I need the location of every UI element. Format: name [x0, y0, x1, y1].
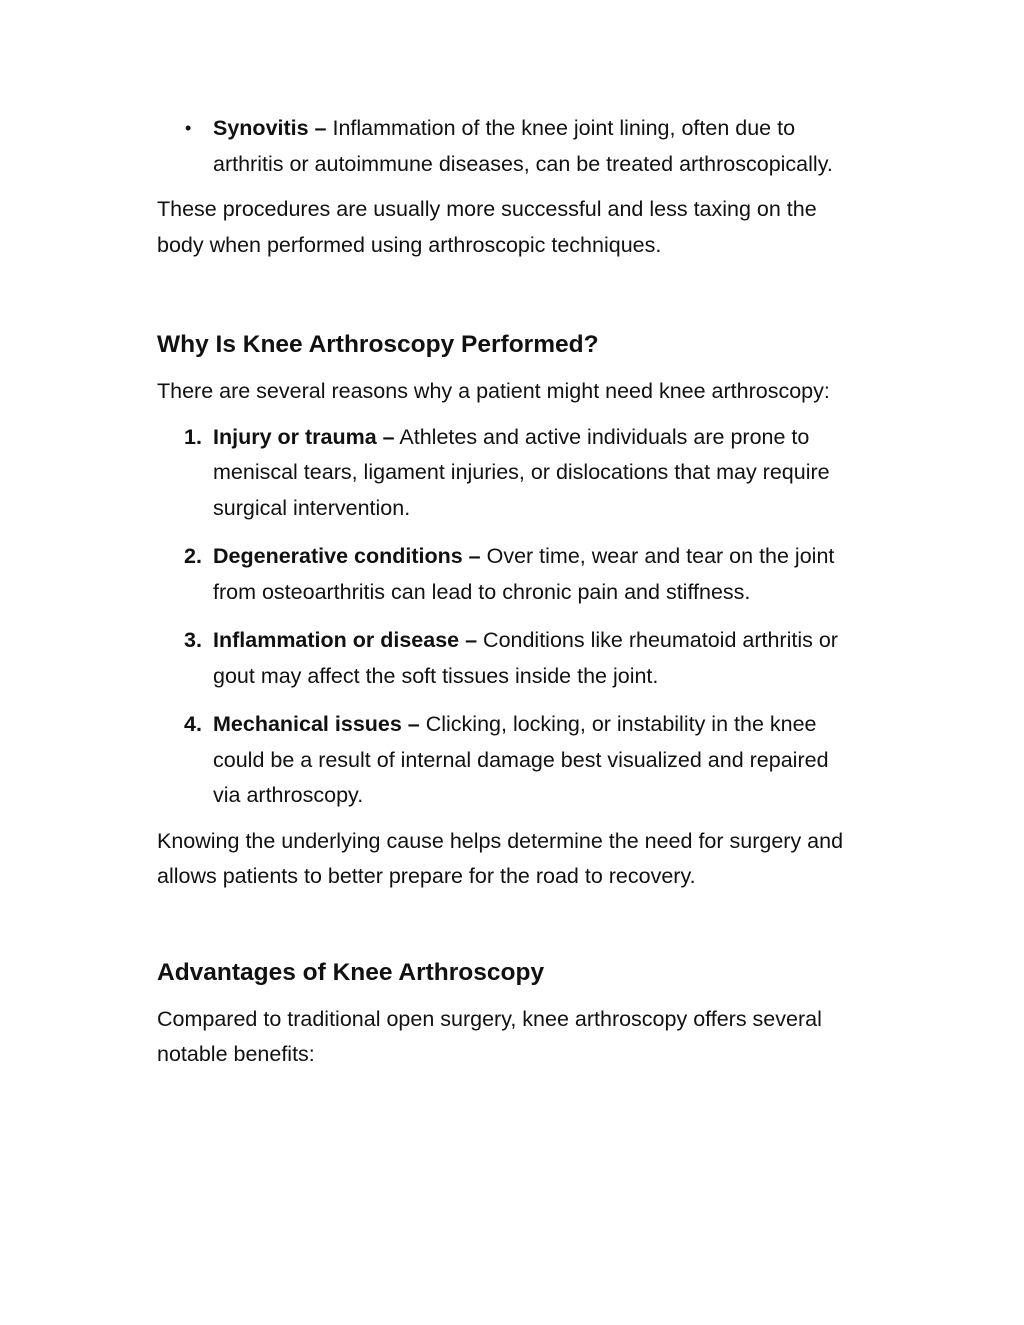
numbered-list — [157, 420, 857, 814]
section-intro-advantages: Compared to traditional open surgery, knee arthroscopy offers several notable benefits: — [157, 1006, 822, 1066]
list-item-text: Over time, wear and tear on the joint from osteoarthritis can lead to chronic pain and stiffness. — [213, 544, 835, 604]
list-item-term: Synovitis – — [213, 116, 327, 140]
list-item — [157, 623, 857, 694]
list-item — [157, 539, 857, 610]
list-item-term: Mechanical issues – — [213, 712, 420, 736]
list-item — [157, 707, 857, 814]
list-item-number: 2. — [184, 544, 202, 568]
section-heading-advantages: Advantages of Knee Arthroscopy — [157, 958, 545, 986]
list-item-term: Inflammation or disease – — [213, 628, 478, 652]
section-heading-why: Why Is Knee Arthroscopy Performed? — [157, 331, 599, 358]
list-item-text: Clicking, locking, or instability in the knee could be a result of internal damage best visualized and repaired via arthroscopy. — [213, 712, 829, 807]
section-conclusion-why: Knowing the underlying cause helps determine the need for surgery and allows patients to better prepare for the road to recovery. — [157, 828, 844, 888]
list-item-term: Degenerative conditions – — [213, 544, 481, 568]
list-item-number: 3. — [184, 628, 202, 652]
document-page — [157, 111, 857, 1073]
list-item-number: 1. — [184, 424, 202, 449]
list-item — [157, 111, 857, 182]
bullet-list — [157, 111, 857, 182]
list-item-text: Conditions like rheumatoid arthritis or gout may affect the soft tissues inside the joint. — [213, 628, 838, 688]
list-item-text: Inflammation of the knee joint lining, often due to arthritis or autoimmune diseases, can be treated arthroscopically. — [213, 116, 833, 176]
paragraph: These procedures are usually more successful and less taxing on the body when performed using arthroscopic techniques. — [157, 197, 817, 257]
section-intro-why: There are several reasons why a patient might need knee arthroscopy: — [157, 379, 830, 403]
bullet-icon: • — [185, 118, 192, 138]
list-item-term: Injury or trauma – — [213, 424, 395, 449]
list-item-text: Athletes and active individuals are prone to meniscal tears, ligament injuries, or dislocations that may require surgical intervention. — [213, 424, 830, 520]
list-item-number: 4. — [184, 712, 202, 736]
list-item — [157, 420, 857, 527]
